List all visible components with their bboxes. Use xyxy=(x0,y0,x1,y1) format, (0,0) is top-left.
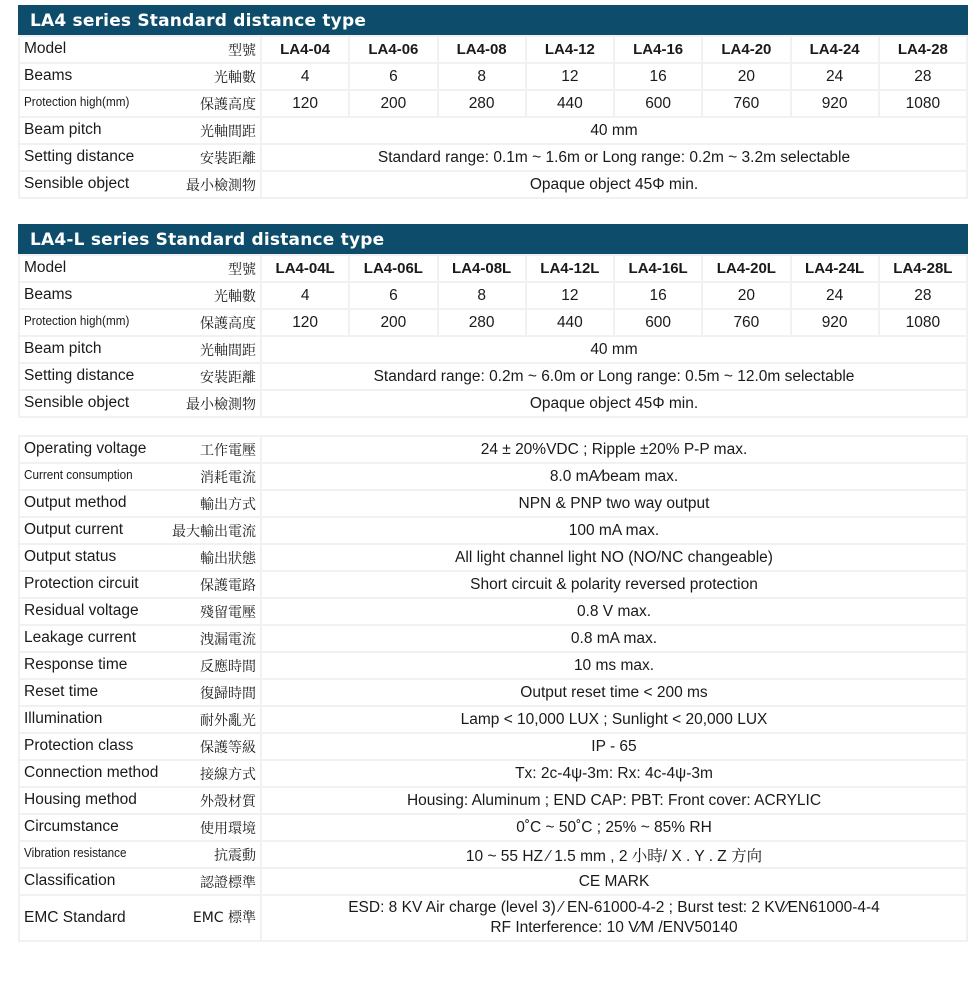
table-row xyxy=(20,337,966,362)
row-label: Reset time 復歸時間 xyxy=(20,680,260,705)
model-cell: LA4-04L xyxy=(262,256,348,281)
row-label: Setting distance 安裝距離 xyxy=(20,364,260,389)
table-row xyxy=(20,788,966,813)
value-cell: 12 xyxy=(527,283,613,308)
common-spec-table xyxy=(18,435,968,942)
value-cell: Housing: Aluminum ; END CAP: PBT: Front cover: ACRYLIC xyxy=(262,788,966,813)
value-cell: Tx: 2c-4ψ-3m: Rx: 4c-4ψ-3m xyxy=(262,761,966,786)
table-row xyxy=(20,869,966,894)
row-label: Connection method 接線方式 xyxy=(20,761,260,786)
value-cell: IP - 65 xyxy=(262,734,966,759)
row-label: Output method 輸出方式 xyxy=(20,491,260,516)
value-cell: 10 ms max. xyxy=(262,653,966,678)
value-cell: 200 xyxy=(350,91,436,116)
value-cell: 40 mm xyxy=(262,118,966,143)
value-cell: 0˚C ~ 50˚C ; 25% ~ 85% RH xyxy=(262,815,966,840)
value-cell: 16 xyxy=(615,283,701,308)
row-label: Classification 認證標準 xyxy=(20,869,260,894)
value-cell: 600 xyxy=(615,310,701,335)
value-cell: 760 xyxy=(703,310,789,335)
value-cell: 100 mA max. xyxy=(262,518,966,543)
model-cell: LA4-06L xyxy=(350,256,436,281)
value-cell: 6 xyxy=(350,64,436,89)
table-row xyxy=(20,364,966,389)
value-cell: 28 xyxy=(880,283,966,308)
value-cell: 24 xyxy=(792,283,878,308)
table-row xyxy=(20,256,966,281)
row-label: Protection circuit 保護電路 xyxy=(20,572,260,597)
la4-series-table xyxy=(18,5,968,199)
table-row xyxy=(20,653,966,678)
value-cell: 8 xyxy=(439,64,525,89)
row-label: Output current 最大輸出電流 xyxy=(20,518,260,543)
table-row xyxy=(20,37,966,62)
model-cell: LA4-16L xyxy=(615,256,701,281)
row-label: Protection high(mm) 保護高度 xyxy=(20,310,260,335)
value-cell: 440 xyxy=(527,91,613,116)
value-cell: Opaque object 45Φ min. xyxy=(262,391,966,416)
spec-table xyxy=(18,254,968,418)
row-label: Beams 光軸數 xyxy=(20,283,260,308)
model-cell: LA4-16 xyxy=(615,37,701,62)
table-row xyxy=(20,391,966,416)
row-label: Leakage current 洩漏電流 xyxy=(20,626,260,651)
value-cell: 920 xyxy=(792,91,878,116)
row-label: Beam pitch 光軸間距 xyxy=(20,337,260,362)
table-row xyxy=(20,491,966,516)
table-row xyxy=(20,842,966,867)
value-cell: 280 xyxy=(439,91,525,116)
row-label: Sensible object 最小檢測物 xyxy=(20,172,260,197)
value-cell: 24 ± 20%VDC ; Ripple ±20% P-P max. xyxy=(262,437,966,462)
value-cell: 28 xyxy=(880,64,966,89)
value-cell: 1080 xyxy=(880,91,966,116)
table-row xyxy=(20,91,966,116)
table-row xyxy=(20,172,966,197)
table-row xyxy=(20,707,966,732)
value-cell: 4 xyxy=(262,283,348,308)
model-cell: LA4-20L xyxy=(703,256,789,281)
value-cell: 24 xyxy=(792,64,878,89)
value-cell: 6 xyxy=(350,283,436,308)
value-cell: 600 xyxy=(615,91,701,116)
value-cell: Opaque object 45Φ min. xyxy=(262,172,966,197)
table-row xyxy=(20,518,966,543)
table-row xyxy=(20,118,966,143)
model-cell: LA4-28L xyxy=(880,256,966,281)
row-label: Current consumption 消耗電流 xyxy=(20,464,260,489)
row-label: Response time 反應時間 xyxy=(20,653,260,678)
table-row xyxy=(20,572,966,597)
value-cell: Lamp < 10,000 LUX ; Sunlight < 20,000 LUX xyxy=(262,707,966,732)
table-row xyxy=(20,437,966,462)
table-row xyxy=(20,64,966,89)
row-label: Beams 光軸數 xyxy=(20,64,260,89)
table-row xyxy=(20,545,966,570)
value-cell: 200 xyxy=(350,310,436,335)
value-cell: 1080 xyxy=(880,310,966,335)
row-label: Protection class 保護等級 xyxy=(20,734,260,759)
model-cell: LA4-24L xyxy=(792,256,878,281)
row-label: Setting distance 安裝距離 xyxy=(20,145,260,170)
value-cell: 12 xyxy=(527,64,613,89)
row-label: Operating voltage 工作電壓 xyxy=(20,437,260,462)
value-cell: Standard range: 0.2m ~ 6.0m or Long range: 0.5m ~ 12.0m selectable xyxy=(262,364,966,389)
value-cell: 0.8 V max. xyxy=(262,599,966,624)
emc-line-1: ESD: 8 KV Air charge (level 3) ⁄ EN-61000-4-2 ; Burst test: 2 KV⁄EN61000-4-4 xyxy=(348,899,880,916)
table-row xyxy=(20,896,966,940)
table-row xyxy=(20,815,966,840)
row-label: Circumstance 使用環境 xyxy=(20,815,260,840)
value-cell: 8.0 mA⁄beam max. xyxy=(262,464,966,489)
value-cell: 4 xyxy=(262,64,348,89)
model-cell: LA4-28 xyxy=(880,37,966,62)
table-row xyxy=(20,626,966,651)
value-cell: 120 xyxy=(262,310,348,335)
value-cell: CE MARK xyxy=(262,869,966,894)
value-cell: 16 xyxy=(615,64,701,89)
table-row xyxy=(20,761,966,786)
row-label: Output status 輸出狀態 xyxy=(20,545,260,570)
row-label: EMC Standard EMC 標準 xyxy=(20,896,260,940)
row-label: Sensible object 最小檢測物 xyxy=(20,391,260,416)
model-cell: LA4-08L xyxy=(439,256,525,281)
spec-table xyxy=(18,35,968,199)
value-cell: 10 ~ 55 HZ ⁄ 1.5 mm , 2 小時/ X . Y . Z 方向 xyxy=(262,842,966,867)
row-label: Residual voltage 殘留電壓 xyxy=(20,599,260,624)
table-row xyxy=(20,310,966,335)
value-cell: Standard range: 0.1m ~ 1.6m or Long range: 0.2m ~ 3.2m selectable xyxy=(262,145,966,170)
model-cell: LA4-24 xyxy=(792,37,878,62)
table-row xyxy=(20,145,966,170)
spec-table xyxy=(18,435,968,942)
model-cell: LA4-04 xyxy=(262,37,348,62)
table-row xyxy=(20,283,966,308)
value-cell: 0.8 mA max. xyxy=(262,626,966,651)
row-label: Vibration resistance 抗震動 xyxy=(20,842,260,867)
value-cell: 280 xyxy=(439,310,525,335)
value-cell xyxy=(262,896,966,940)
model-cell: LA4-06 xyxy=(350,37,436,62)
model-cell: LA4-20 xyxy=(703,37,789,62)
model-cell: LA4-12L xyxy=(527,256,613,281)
table-row xyxy=(20,464,966,489)
la4-l-series-table xyxy=(18,224,968,418)
section-title: LA4 series Standard distance type xyxy=(18,5,968,35)
value-cell: 440 xyxy=(527,310,613,335)
table-row xyxy=(20,680,966,705)
section-title: LA4-L series Standard distance type xyxy=(18,224,968,254)
value-cell: 20 xyxy=(703,283,789,308)
value-cell: 8 xyxy=(439,283,525,308)
value-cell: 760 xyxy=(703,91,789,116)
row-label: Illumination 耐外亂光 xyxy=(20,707,260,732)
value-cell: 40 mm xyxy=(262,337,966,362)
value-cell: All light channel light NO (NO/NC changeable) xyxy=(262,545,966,570)
value-cell: 20 xyxy=(703,64,789,89)
value-cell: Short circuit & polarity reversed protection xyxy=(262,572,966,597)
emc-line-2: RF Interference: 10 V⁄M /ENV50140 xyxy=(490,919,738,936)
row-label: Model 型號 xyxy=(20,256,260,281)
row-label: Beam pitch 光軸間距 xyxy=(20,118,260,143)
table-row xyxy=(20,599,966,624)
value-cell: 120 xyxy=(262,91,348,116)
row-label: Model 型號 xyxy=(20,37,260,62)
row-label: Protection high(mm) 保護高度 xyxy=(20,91,260,116)
value-cell: NPN & PNP two way output xyxy=(262,491,966,516)
row-label: Housing method 外殼材質 xyxy=(20,788,260,813)
value-cell: 920 xyxy=(792,310,878,335)
table-row xyxy=(20,734,966,759)
model-cell: LA4-12 xyxy=(527,37,613,62)
value-cell: Output reset time < 200 ms xyxy=(262,680,966,705)
model-cell: LA4-08 xyxy=(439,37,525,62)
